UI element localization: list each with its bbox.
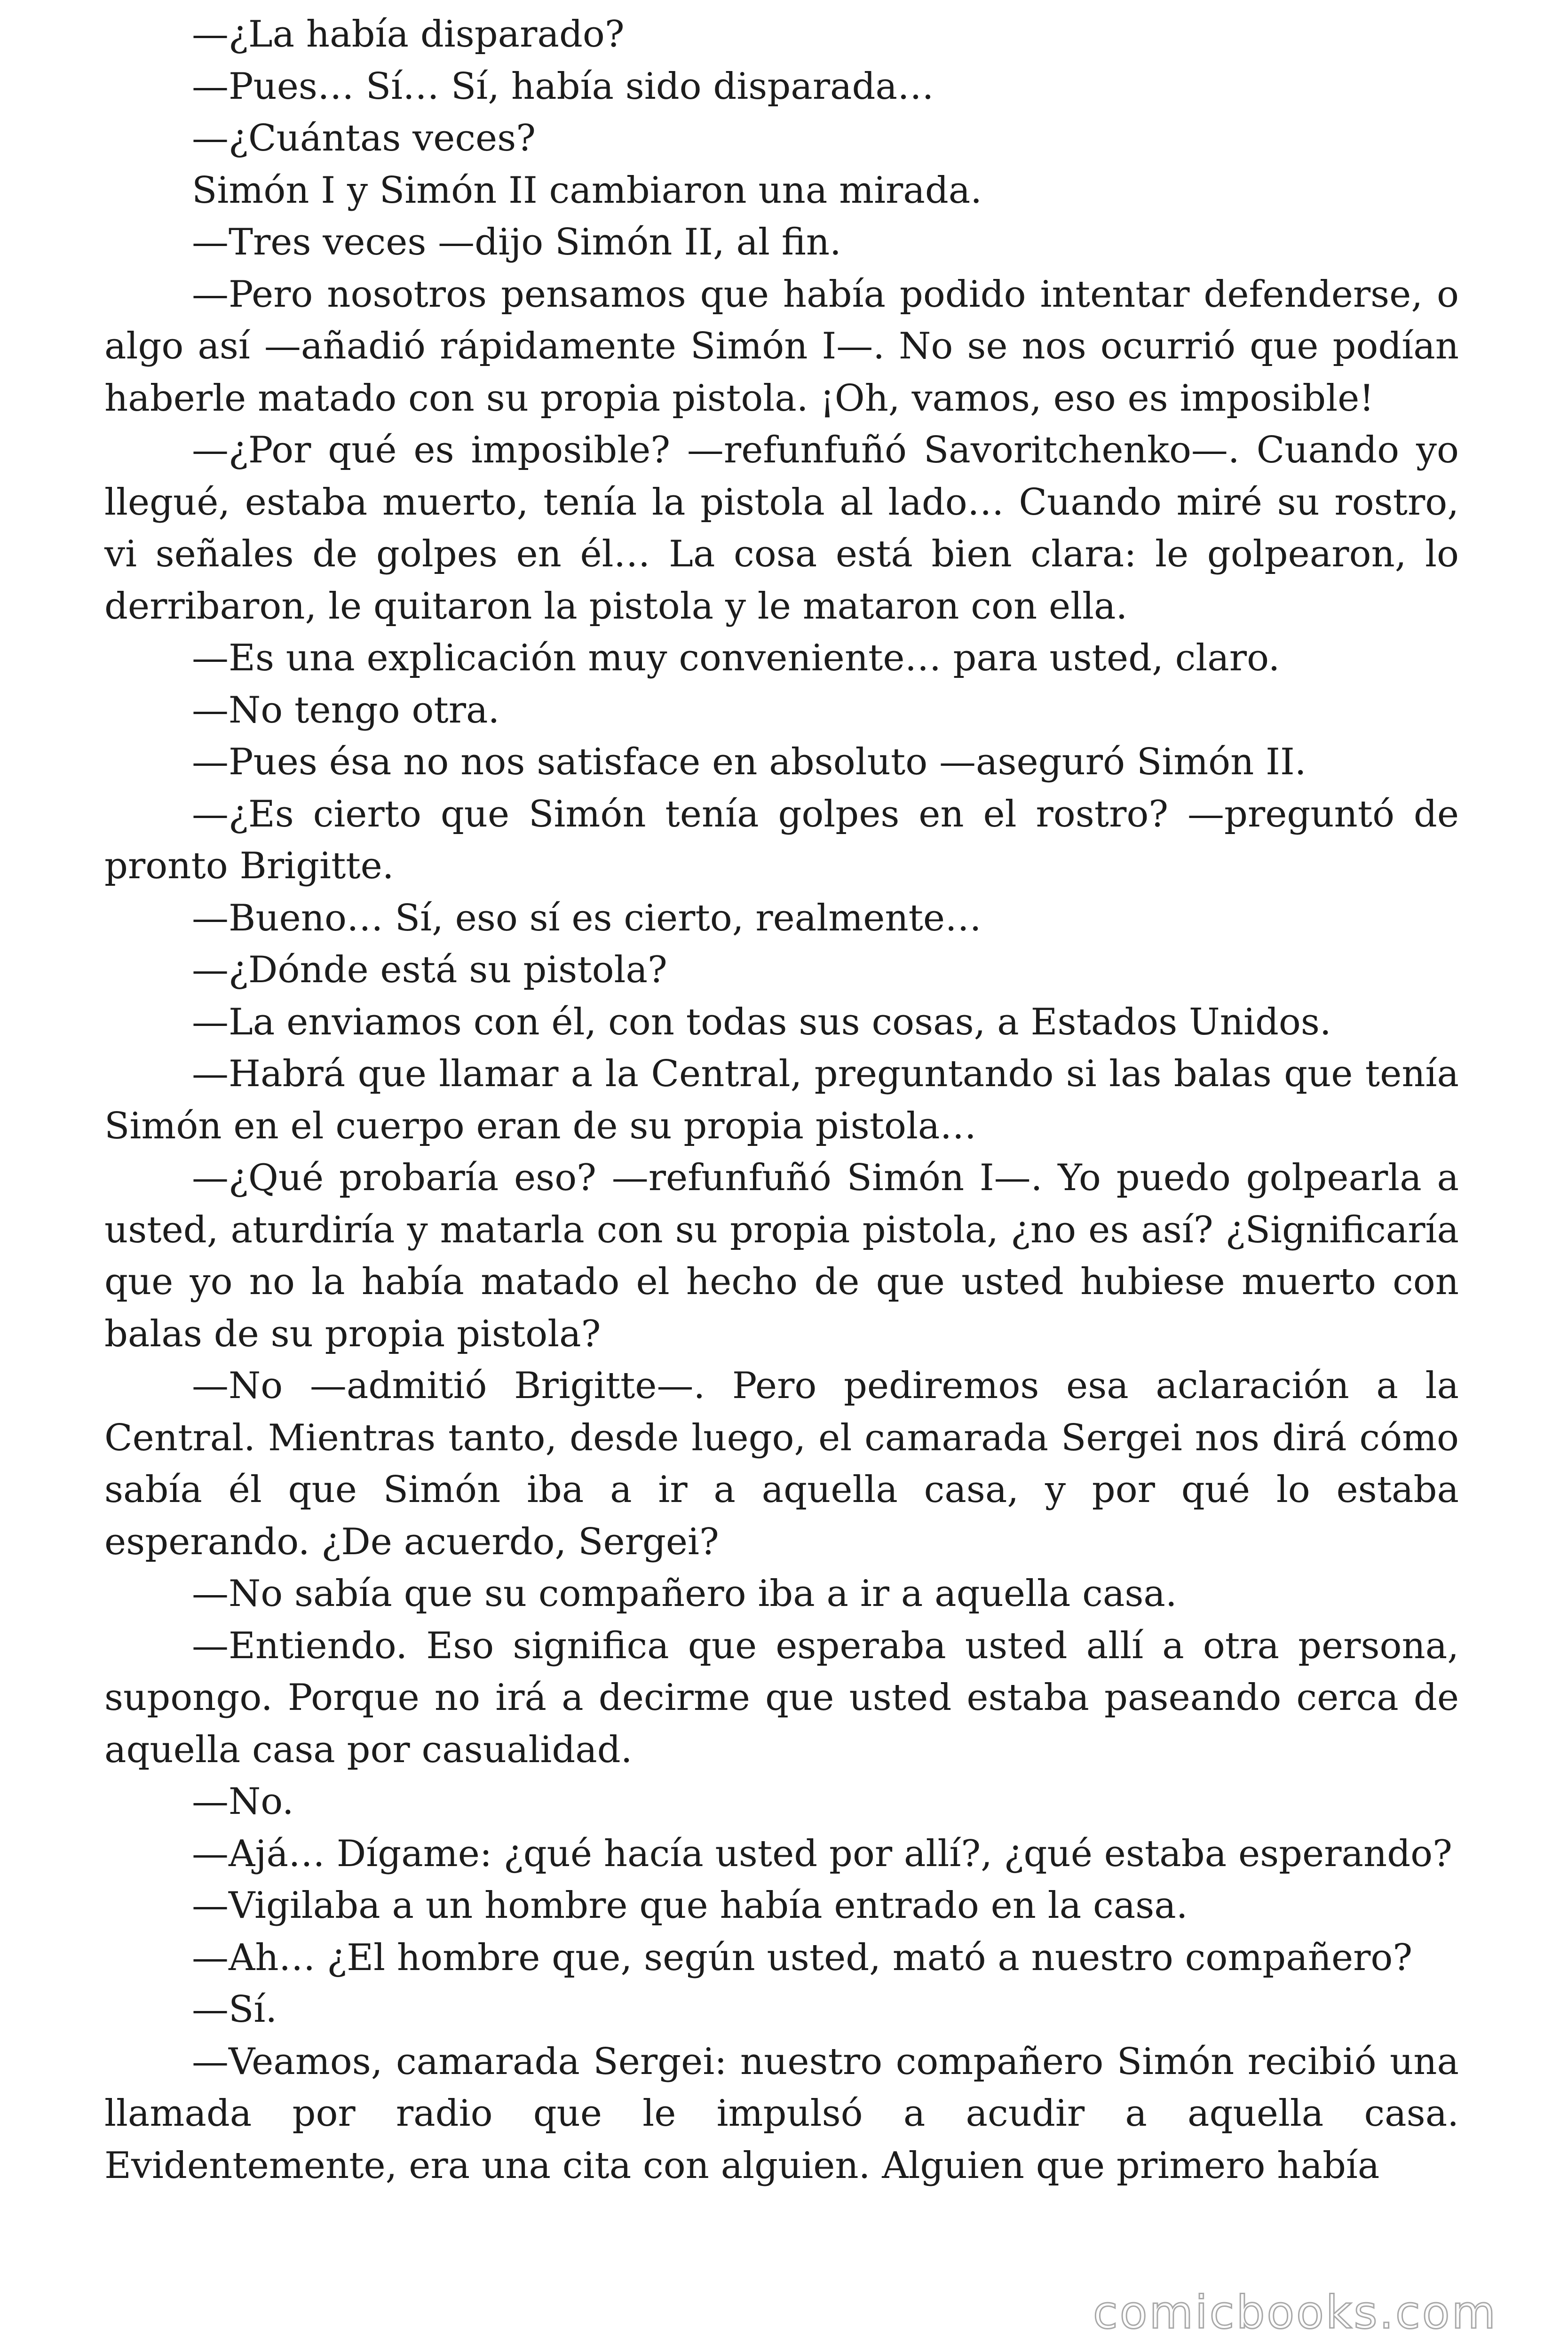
watermark: comicbooks.com xyxy=(1093,2286,1497,2339)
paragraph: —¿Es cierto que Simón tenía golpes en el rostro? —preguntó de pronto Brigitte. xyxy=(104,793,1459,887)
paragraph: —¿Cuántas veces? xyxy=(192,117,536,159)
paragraph: —La enviamos con él, con todas sus cosas, a Estados Unidos. xyxy=(192,1001,1331,1043)
paragraph: —Es una explicación muy conveniente… para usted, claro. xyxy=(192,637,1280,679)
paragraph: —No —admitió Brigitte—. Pero pediremos esa aclaración a la Central. Mientras tanto, desde luego, el camarada Sergei nos dirá cómo sabía él que Simón iba a ir a aquella casa, y por qué lo estaba esperando. ¿De acuerdo, Sergei? xyxy=(104,1365,1459,1563)
paragraph: —Ajá… Dígame: ¿qué hacía usted por allí?, ¿qué estaba esperando? xyxy=(192,1832,1452,1875)
paragraph: —No sabía que su compañero iba a ir a aquella casa. xyxy=(192,1573,1177,1615)
paragraph: —Veamos, camarada Sergei: nuestro compañero Simón recibió una llamada por radio que le impulsó a acudir a aquella casa. Evidentemente, era una cita con alguien. Alguien que primero había xyxy=(104,2040,1459,2187)
paragraph: —Pero nosotros pensamos que había podido intentar defenderse, o algo así —añadió rápidamente Simón I—. No se nos ocurrió que podían haberle matado con su propia pistola. ¡Oh, vamos, eso es imposible! xyxy=(104,273,1459,420)
paragraph: —¿Qué probaría eso? —refunfuñó Simón I—. Yo puedo golpearla a usted, aturdiría y matarla con su propia pistola, ¿no es así? ¿Significaría que yo no la había matado el hecho de que usted hubiese muerto con balas de su propia pistola? xyxy=(104,1157,1459,1355)
paragraph: —No. xyxy=(192,1780,294,1823)
paragraph: —Tres veces —dijo Simón II, al fin. xyxy=(192,221,841,263)
paragraph: —Entiendo. Eso significa que esperaba usted allí a otra persona, supongo. Porque no irá a decirme que usted estaba paseando cerca de aquella casa por casualidad. xyxy=(104,1624,1459,1771)
paragraph: —¿Dónde está su pistola? xyxy=(192,949,667,991)
paragraph: Simón I y Simón II cambiaron una mirada. xyxy=(192,169,982,212)
paragraph: —Vigilaba a un hombre que había entrado en la casa. xyxy=(192,1884,1188,1927)
paragraph: —No tengo otra. xyxy=(192,689,500,731)
paragraph: —Ah… ¿El hombre que, según usted, mató a nuestro compañero? xyxy=(192,1936,1413,1979)
paragraph: —Habrá que llamar a la Central, preguntando si las balas que tenía Simón en el cuerpo eran de su propia pistola… xyxy=(104,1053,1459,1147)
paragraph: —Pues… Sí… Sí, había sido disparada… xyxy=(192,65,934,108)
paragraph: —Sí. xyxy=(192,1988,277,2031)
paragraph: —¿La había disparado? xyxy=(192,13,625,56)
paragraph: —¿Por qué es imposible? —refunfuñó Savoritchenko—. Cuando yo llegué, estaba muerto, tenía la pistola al lado… Cuando miré su rostro, vi señales de golpes en él… La cosa está bien clara: le golpearon, lo derribaron, le quitaron la pistola y le mataron con ella. xyxy=(104,429,1459,628)
paragraph: —Bueno… Sí, eso sí es cierto, realmente… xyxy=(192,897,982,939)
paragraph: —Pues ésa no nos satisface en absoluto —aseguró Simón II. xyxy=(192,741,1307,783)
body-text xyxy=(104,8,1459,2192)
